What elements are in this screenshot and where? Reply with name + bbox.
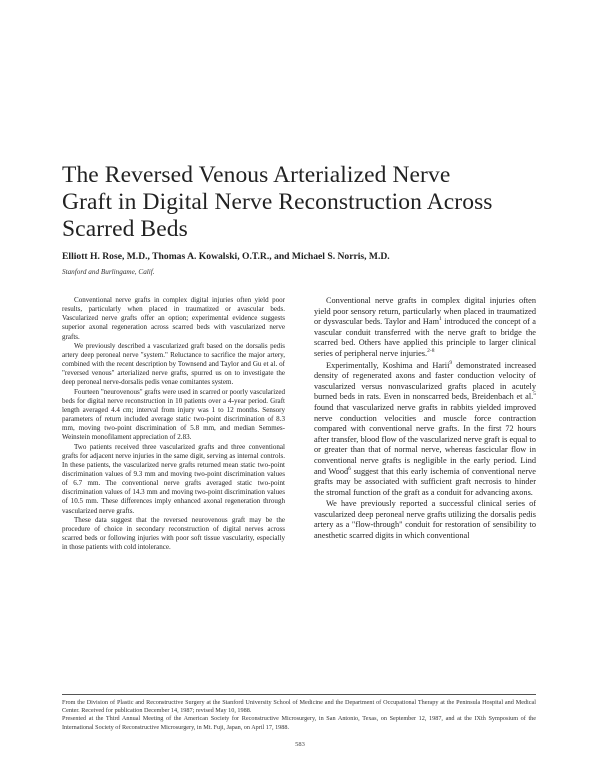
abstract-paragraph: Conventional nerve grafts in complex digital injuries often yield poor results, particularly when placed in traumatized or avascular beds. Vascularized nerve grafts offer an option; experimental evidence suggests superior axonal regeneration across scarred beds with vascularized nerve grafts. [62,296,285,341]
body-text-run: introduced the concept of a vascular conduit transferred with the nerve graft to bridge the scarred bed. Others have applied this principle to larger clinical series of peripheral nerve injuries. [314,317,536,358]
body-text [314,296,536,686]
abstract-paragraph: Two patients received three vascularized grafts and three conventional grafts for adjacent nerve injuries in the same digit, serving as internal controls. In these patients, the vascularized nerve grafts returned mean static two-point discrimination values of 9.3 mm and moving two-point discrimination values of 6.7 mm. The conventional nerve grafts averaged static two-point discrimination values of 14.3 mm and moving two-point discrimination values of 10.5 mm. These differences imply enhanced axonal regeneration through vascularized nerve grafts. [62,442,285,515]
body-paragraph-2 [314,361,536,499]
footnote-presentation: Presented at the Third Annual Meeting of the American Society for Reconstructive Microsurgery, in San Antonio, Texas, on September 12, 1987, and at the IXth Symposium of the International Society of Reconstructive Microsurgery, in Mt. Fuji, Japan, on April 17, 1988. [62,715,536,731]
abstract-paragraph: These data suggest that the reversed neurovenous graft may be the procedure of choice in secondary reconstruction of digital nerves across scarred beds or following injuries with poor soft tissue vascularity, especially in those patients with cold intolerance. [62,515,285,552]
citation-ref: 9 [449,359,453,366]
body-text-run: demonstrated increased density of regenerated axons and faster conduction velocity of vascularized versus nonvascularized grafts placed in acutely burned beds in rats. Even in nonscarred beds, Breidenbach et al. [314,360,537,402]
footnote-divider [62,694,536,695]
body-paragraph-1 [314,296,536,360]
citation-ref: 2-8 [427,348,435,355]
citation-ref: 6 [348,465,351,472]
article-title [62,162,532,243]
page-number: 583 [295,741,305,748]
footnote-affiliation: From the Division of Plastic and Reconstructive Surgery at the Stanford University School of Medicine and the Department of Occupational Therapy at the Peninsula Hospital and Medical Center. Received for publication December 14, 1987; revised May 10, 1988. [62,699,536,715]
author-list: Elliott H. Rose, M.D., Thomas A. Kowalski, O.T.R., and Michael S. Norris, M.D. [62,251,390,262]
title-line-2: Graft in Digital Nerve Reconstruction Across [62,189,493,215]
body-text-run: found that vascularized nerve grafts in rabbits yielded improved nerve conduction velocities and muscle force contraction compared with conventional nerve grafts. In the first 72 hours after transfer, blood flow of the vascularized nerve graft is equal to or greater than that of normal nerve, whereas fascicular flow in conventional nerve grafts is negligible in the early period. Lind and Wood [314,402,536,476]
abstract-paragraph: Fourteen "neurovenous" grafts were used in scarred or poorly vascularized beds for digital nerve reconstruction in 10 patients over a 4-year period. Graft length averaged 4.4 cm; interval from injury was 1 to 12 months. Sensory parameters of return included average static two-point discrimination of 8.3 mm, moving two-point discrimination of 5.8 mm, and median Semmes-Weinstein monofilament appreciation of 2.83. [62,387,285,442]
title-line-1: The Reversed Venous Arterialized Nerve [62,162,451,188]
abstract [62,296,285,671]
citation-ref: 5 [533,391,536,398]
body-text-run: suggest that this early ischemia of conventional nerve grafts may be associated with sufficient graft necrosis to hinder the stromal function of the graft as a conduit for advancing axons. [314,466,536,497]
author-affiliation: Stanford and Burlingame, Calif. [62,268,155,276]
body-paragraph-3: We have previously reported a successful clinical series of vascularized deep peroneal nerve grafts utilizing the dorsalis pedis artery as a "flow-through" conduit for restoration of sensibility to anesthetic scarred digits in which conventional [314,499,536,541]
footnote [62,699,536,732]
abstract-paragraph: We previously described a vascularized graft based on the dorsalis pedis artery deep peroneal nerve "system." Reluctance to sacrifice the major artery, combined with the recent description by Townsend and Taylor and Gu et al. of "reversed venous" arterialized nerve grafts, spurred us on to investigate the deep peroneal nerve-dorsalis pedis venae comitantes system. [62,341,285,387]
body-text-run: Experimentally, Koshima and Harii [326,360,450,370]
body-text-run: Conventional nerve grafts in complex digital injuries often yield poor sensory return, particularly when placed in traumatized or dysvascular beds. Taylor and Ham [314,296,536,327]
title-line-3: Scarred Beds [62,216,188,242]
citation-ref: 1 [439,316,442,323]
